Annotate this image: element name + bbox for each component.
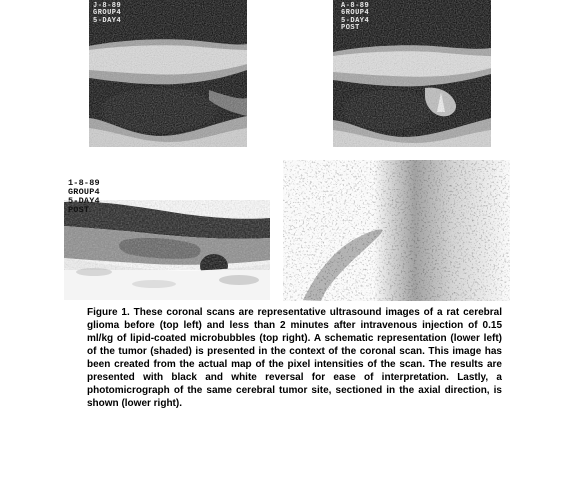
overlay-line: 6ROUP4	[341, 9, 370, 18]
tumor-photomicrograph	[283, 160, 510, 301]
overlay-line: 5-DAY4	[68, 195, 100, 206]
overlay-line: 5-DAY4	[341, 16, 370, 25]
overlay-line: POST	[68, 204, 90, 215]
scan-overlay-text-top-right	[341, 3, 369, 32]
overlay-line: A-8-89	[341, 2, 370, 10]
ultrasound-scan-after	[333, 0, 491, 147]
tumor-schematic	[64, 160, 270, 300]
overlay-line: 1-8-89	[68, 178, 100, 188]
overlay-line: GROUP4	[68, 186, 100, 197]
scan-overlay-text-bottom-left	[68, 179, 100, 215]
overlay-line: 5-DAY4	[93, 16, 122, 25]
ultrasound-scan-before	[89, 0, 247, 147]
scan-overlay-text-top-left	[93, 3, 121, 25]
figure-caption: Figure 1. These coronal scans are representative ultrasound images of a rat cerebral glioma before (top left) and less than 2 minutes after intravenous injection of 0.15 ml/kg of lipid-coated microbubbles (top right). A schematic representation (lower left) of the tumor (shaded) is presented in the context of the coronal scan. This image has been created from the actual map of the pixel intensities of the scan. The results are presented with black and white reversal for ease of interpretation. Lastly, a photomicrograph of the same cerebral tumor site, sectioned in the axial direction, is shown (lower right).	[87, 307, 502, 409]
overlay-line: GROUP4	[93, 9, 122, 18]
overlay-line: J-8-89	[93, 2, 122, 10]
overlay-line: POST	[341, 24, 360, 33]
